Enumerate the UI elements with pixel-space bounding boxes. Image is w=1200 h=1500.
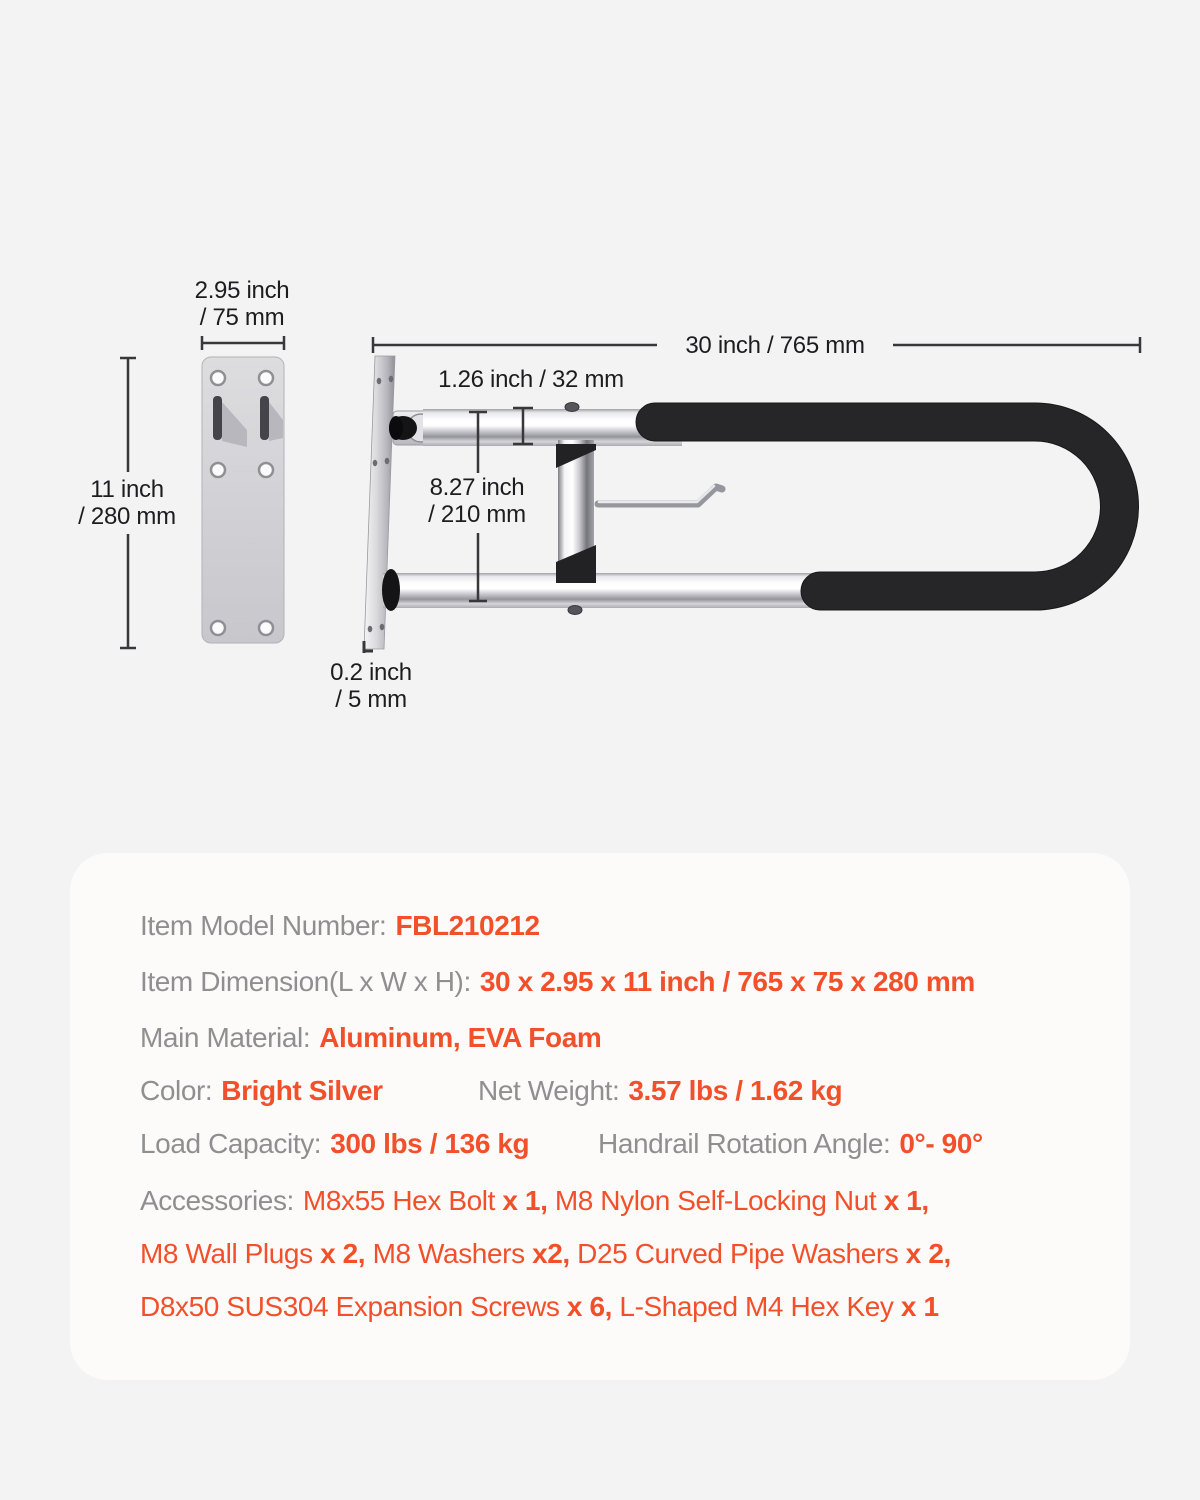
spec-card <box>70 853 1130 1380</box>
load-capacity-value: 300 lbs / 136 kg <box>330 1128 530 1159</box>
tube-spacing-line1: 8.27 inch <box>429 474 525 501</box>
keyhole-slot <box>260 396 269 440</box>
plate-width-label <box>195 277 290 331</box>
accessory-qty: x 1, <box>502 1185 555 1216</box>
rotation-angle-label: Handrail Rotation Angle: <box>598 1128 891 1159</box>
tube-diameter-label <box>438 366 624 393</box>
net-weight-value: 3.57 lbs / 1.62 kg <box>628 1075 843 1106</box>
plate-height-line1: 11 inch <box>90 476 164 503</box>
color-pair <box>140 1076 478 1106</box>
spec-row-color-weight <box>140 1076 1130 1106</box>
bar-length-text: 30 inch / 765 mm <box>685 332 865 359</box>
plate-thickness-line1: 0.2 inch <box>330 659 412 686</box>
accessories-label: Accessories: <box>140 1185 294 1216</box>
material-label: Main Material: <box>140 1022 311 1053</box>
model-value: FBL210212 <box>395 910 540 941</box>
spec-row-accessories <box>140 1174 1130 1333</box>
tube-spacing-label <box>428 474 526 528</box>
spec-row-dimension <box>140 967 1130 997</box>
accessory-item: M8 Wall Plugs <box>140 1238 321 1269</box>
plate-width-line2: / 75 mm <box>199 304 285 331</box>
tube-diameter-text: 1.26 inch / 32 mm <box>438 366 624 393</box>
spec-row-model <box>140 911 1130 941</box>
color-label: Color: <box>140 1075 213 1106</box>
color-value: Bright Silver <box>221 1075 383 1106</box>
bar-length-label <box>685 332 864 359</box>
accessory-qty: x 1, <box>883 1185 929 1216</box>
model-label: Item Model Number: <box>140 910 387 941</box>
accessory-item: L-Shaped M4 Hex Key <box>619 1291 901 1322</box>
plate-thickness-line2: / 5 mm <box>335 686 407 713</box>
accessory-qty: x 2, <box>905 1238 951 1269</box>
dimension-label: Item Dimension(L x W x H): <box>140 966 471 997</box>
accessory-item: D25 Curved Pipe Washers <box>577 1238 906 1269</box>
keyhole-slot <box>213 396 222 440</box>
accessory-item: M8x55 Hex Bolt <box>302 1185 503 1216</box>
bottom-tube <box>383 573 845 608</box>
dim-line-plate-width <box>202 336 284 350</box>
accessory-item: D8x50 SUS304 Expansion Screws <box>140 1291 567 1322</box>
plate-width-line1: 2.95 inch <box>194 277 290 304</box>
accessory-qty: x 2, <box>320 1238 373 1269</box>
accessory-item: M8 Washers <box>372 1238 533 1269</box>
dimension-value: 30 x 2.95 x 11 inch / 765 x 75 x 280 mm <box>479 966 975 997</box>
load-capacity-pair <box>140 1129 598 1159</box>
accessory-qty: x 6, <box>566 1291 620 1322</box>
tube-spacing-line2: / 210 mm <box>428 501 526 528</box>
center-post <box>556 440 596 583</box>
rotation-angle-value: 0°- 90° <box>899 1128 983 1159</box>
accessory-qty: x2, <box>532 1238 578 1269</box>
material-value: Aluminum, EVA Foam <box>319 1022 602 1053</box>
toilet-paper-holder <box>598 486 722 504</box>
accessory-qty: x 1 <box>900 1291 939 1322</box>
accessory-item: M8 Nylon Self-Locking Nut <box>554 1185 884 1216</box>
spec-row-material <box>140 1023 1130 1053</box>
net-weight-label: Net Weight: <box>478 1075 620 1106</box>
wall-plate-front-view <box>202 357 284 643</box>
plate-height-label <box>78 476 176 530</box>
tube-end-grommet <box>382 569 400 611</box>
load-capacity-label: Load Capacity: <box>140 1128 322 1159</box>
plate-height-line2: / 280 mm <box>78 503 176 530</box>
spec-row-load-rotation <box>140 1129 1130 1159</box>
plate-thickness-label <box>330 659 412 713</box>
